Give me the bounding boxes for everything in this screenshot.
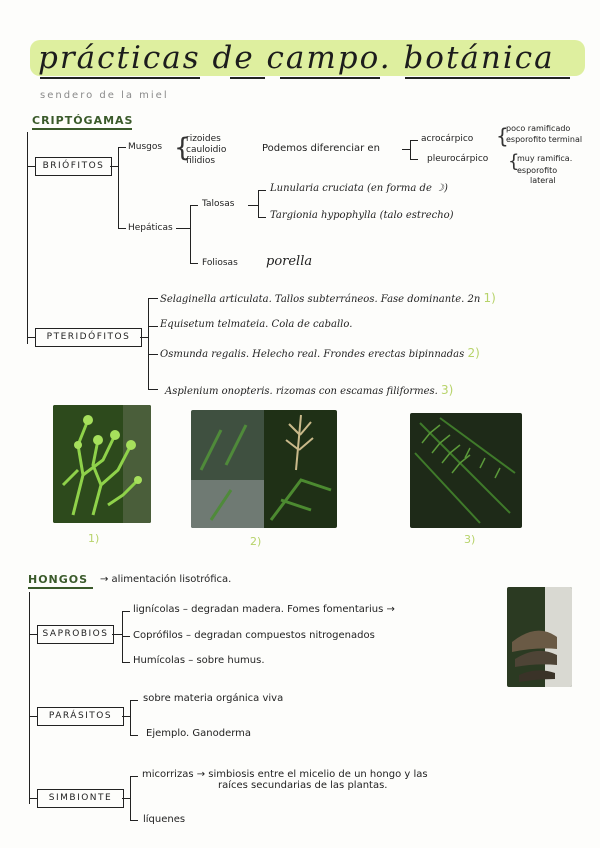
pleurocarpico-label: pleurocárpico xyxy=(427,154,489,164)
tree-line xyxy=(402,149,410,150)
tree-line xyxy=(118,147,126,148)
acro-note: poco ramificado xyxy=(506,124,571,133)
pleuro-note: esporofito xyxy=(517,166,558,175)
saprobio-item: lignícolas – degradan madera. Fomes fomentarius → xyxy=(133,604,395,615)
tree-line xyxy=(29,716,37,717)
tree-line xyxy=(130,700,131,736)
section-underline xyxy=(28,587,93,589)
tree-line xyxy=(130,776,138,777)
title-underline xyxy=(230,77,265,79)
tree-line xyxy=(130,820,138,821)
pteridofito-item xyxy=(160,319,352,330)
tree-line xyxy=(122,611,123,663)
tree-line xyxy=(110,166,118,167)
asplenium-photo xyxy=(410,413,522,528)
title-underline xyxy=(405,77,570,79)
saprobio-item: Humícolas – sobre humus. xyxy=(133,655,265,666)
tree-line xyxy=(410,140,411,160)
page-title: prácticas de campo. botánica xyxy=(38,40,555,76)
pteridofitos-box: PTERIDÓFITOS xyxy=(35,328,142,347)
tree-line xyxy=(148,389,158,390)
tree-line xyxy=(29,592,30,804)
musgos-label: Musgos xyxy=(128,142,163,152)
photo-caption: 3) xyxy=(464,533,476,546)
musgo-part: cauloidio xyxy=(186,145,227,155)
simbionte-item: líquenes xyxy=(143,814,186,825)
reference-number: 2) xyxy=(467,346,480,360)
simbionte-item: raíces secundarias de las plantas. xyxy=(218,780,388,791)
subtitle: sendero de la miel xyxy=(40,90,169,101)
reference-number: 1) xyxy=(483,291,496,305)
pleuro-note: muy ramifica. xyxy=(517,154,573,163)
photo-caption: 1) xyxy=(88,532,100,545)
tree-line xyxy=(122,611,130,612)
tree-line xyxy=(130,776,131,821)
tree-line xyxy=(122,636,130,637)
acrocarpico-label: acrocárpico xyxy=(421,134,474,144)
tree-line xyxy=(410,140,418,141)
osmunda-photo xyxy=(191,410,337,528)
section-hongos: HONGOS xyxy=(28,573,89,586)
porella-text: porella xyxy=(266,254,313,269)
fomes-photo xyxy=(507,587,572,687)
musgo-part: filidios xyxy=(186,156,216,166)
tree-line xyxy=(148,298,158,299)
lunularia-text: Lunularia cruciata (en forma de ☽) xyxy=(270,183,448,194)
acro-note: esporofito terminal xyxy=(506,135,583,144)
reference-number: 3) xyxy=(441,383,454,397)
tree-line xyxy=(29,798,37,799)
tree-line xyxy=(258,190,259,218)
tree-line xyxy=(27,132,28,344)
tree-line xyxy=(122,798,130,799)
tree-line xyxy=(130,735,138,736)
musgo-part: rizoides xyxy=(186,134,221,144)
brace-icon: { xyxy=(174,133,191,163)
pteridofito-text: Equisetum telmateia. Cola de caballo. xyxy=(160,319,353,330)
tree-line xyxy=(140,337,148,338)
tree-line xyxy=(190,263,198,264)
tree-line xyxy=(258,190,266,191)
targionia-text: Targionia hypophylla (talo estrecho) xyxy=(270,210,454,221)
pleuro-note: lateral xyxy=(530,176,556,185)
tree-line xyxy=(148,326,158,327)
tree-line xyxy=(148,298,149,390)
saprobio-item: Coprófilos – degradan compuestos nitrogenados xyxy=(133,630,375,641)
saprobios-box: SAPROBIOS xyxy=(37,625,114,644)
tree-line xyxy=(118,147,119,229)
hepaticas-label: Hepáticas xyxy=(128,223,173,233)
pteridofito-text: Selaginella articulata. Tallos subterráneos. Fase dominante. 2n xyxy=(160,294,481,305)
section-underline xyxy=(32,128,132,130)
title-underline xyxy=(280,77,380,79)
tree-line xyxy=(118,228,126,229)
tree-line xyxy=(148,354,158,355)
parasito-item: Ejemplo. Ganoderma xyxy=(146,728,252,739)
simbionte-box: SIMBIONTE xyxy=(37,789,124,808)
tree-line xyxy=(190,205,191,264)
briofitos-box: BRIÓFITOS xyxy=(35,157,112,176)
tree-line xyxy=(112,634,122,635)
tree-line xyxy=(410,159,418,160)
parasitos-box: PARÁSITOS xyxy=(37,707,124,726)
section-criptogamas: CRIPTÓGAMAS xyxy=(32,114,134,127)
tree-line xyxy=(122,716,130,717)
parasito-item: sobre materia orgánica viva xyxy=(143,693,284,704)
tree-line xyxy=(190,205,198,206)
tree-line xyxy=(122,662,130,663)
podemos-text: Podemos diferenciar en xyxy=(262,143,380,154)
tree-line xyxy=(176,228,190,229)
talosas-label: Talosas xyxy=(202,199,235,209)
pteridofito-item xyxy=(160,291,496,305)
foliosas-label: Foliosas xyxy=(202,258,238,268)
pteridofito-item xyxy=(160,346,480,360)
tree-line xyxy=(130,700,138,701)
alimentacion-text: → alimentación lisotrófica. xyxy=(100,574,232,585)
pteridofito-text: Osmunda regalis. Helecho real. Frondes erectas bipinnadas xyxy=(160,349,465,360)
tree-line xyxy=(29,634,37,635)
brace-icon: { xyxy=(508,151,520,172)
tree-line xyxy=(248,205,258,206)
tree-line xyxy=(258,217,266,218)
tree-line xyxy=(27,337,35,338)
simbionte-item: micorrizas → simbiosis entre el micelio de un hongo y las xyxy=(142,769,428,780)
pteridofito-item xyxy=(165,383,453,397)
selaginella-photo xyxy=(53,405,151,523)
tree-line xyxy=(27,166,35,167)
title-underline xyxy=(40,77,200,79)
brace-icon: { xyxy=(496,124,509,148)
pteridofito-text: Asplenium onopteris. rizomas con escamas filiformes. xyxy=(165,386,438,397)
photo-caption: 2) xyxy=(250,535,262,548)
